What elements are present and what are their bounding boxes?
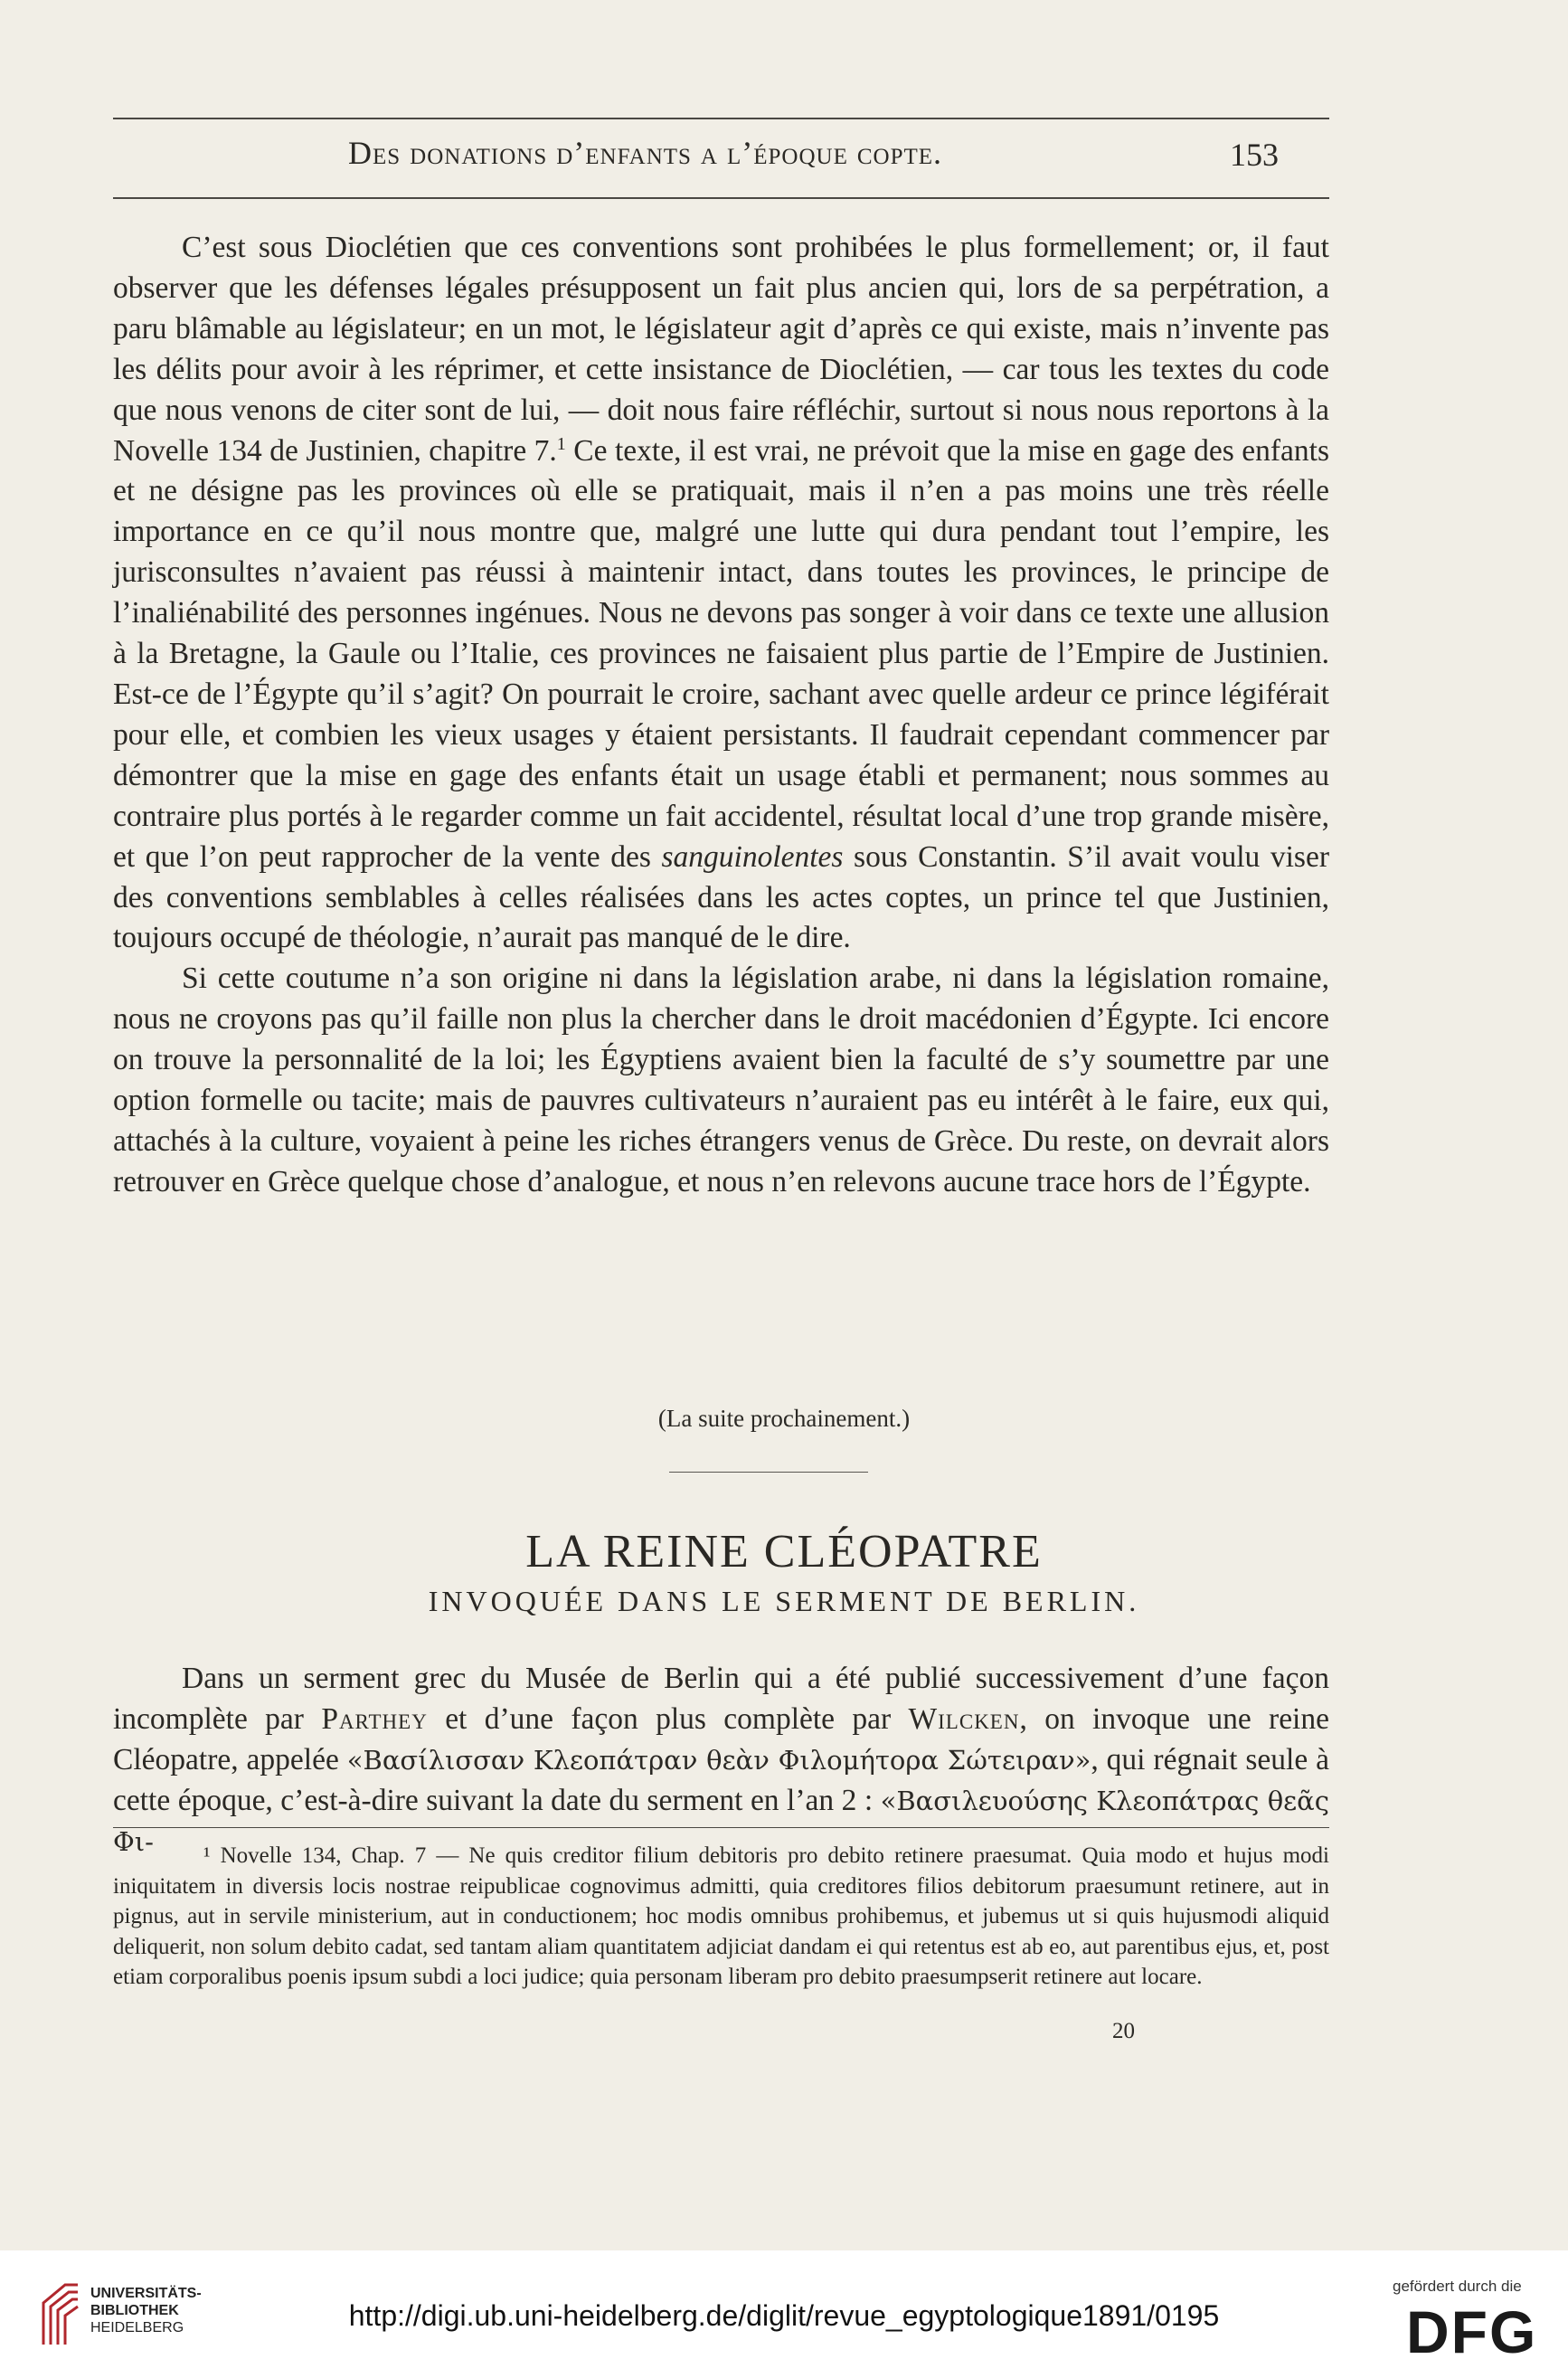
article2-title: LA REINE CLÉOPATRE	[525, 1526, 1043, 1577]
library-line-2: BIBLIOTHEK	[90, 2303, 179, 2318]
dfg-logo: DFG	[1406, 2298, 1538, 2365]
author-name: Parthey	[321, 1701, 428, 1736]
section-divider	[669, 1472, 868, 1473]
author-name: Wilcken	[908, 1701, 1020, 1736]
article1-paragraph-1	[113, 228, 1329, 959]
article1-paragraph-2	[113, 959, 1329, 1202]
article2-subtitle: INVOQUÉE DANS LE SERMENT DE BERLIN.	[428, 1585, 1140, 1617]
article1-body	[113, 228, 1329, 1203]
digitization-footer	[0, 2250, 1568, 2378]
text-run: Ce texte, il est vrai, ne prévoit que la mise en gage des enfants et ne désigne pas les provinces où elle se pratiquait, mais il n’en a pas moins une très réelle importance en ce qu’il nous montre que, malgré une lutte qui dura pendant tout l’empire, les jurisconsultes n’avaient pas réussi à maintenir intact, dans toutes les provinces, le principe de l’inaliénabilité des personnes ingénues. Nous ne devons pas songer à voir dans ce texte une allusion à la Bretagne, la Gaule ou l’Italie, ces provinces ne faisaient plus partie de l’Empire de Justinien. Est-ce de l’Égypte qu’il s’agit? On pourrait le croire, sachant avec quelle ardeur ce prince légiférait pour elle, et combien les vieux usages y étaient persistants. Il faudrait cependant commencer par démontrer que la mise en gage des enfants était un usage établi et permanent; nous sommes au contraire plus portés à le regarder comme un fait accidentel, résultat local d’une trop grande misère, et que l’on peut rapprocher de la vente des	[113, 433, 1330, 874]
text-run: sous Constantin. S’il avait voulu viser des conventions semblables à celles réalisées dans les actes coptes, un prince tel que Justinien, toujours occupé de théologie, n’aurait pas manqué de le dire.	[113, 839, 1329, 955]
header-rule-top	[113, 118, 1329, 119]
running-title: Des donations d’enfants a l’époque copte.	[348, 135, 943, 171]
text-run: C’est sous Dioclétien que ces conventions sont prohibées le plus formellement; or, il faut observer que les défenses légales présupposent un fait plus ancien qui, lors de sa perpétration, a paru blâmable au législateur; en un mot, le législateur agit d’après ce qui existe, mais n’invente pas les délits pour avoir à les réprimer, et cette insistance de Dioclétien, — car tous les textes du code que nous venons de citer sont de lui, — doit nous faire réfléchir, surtout si nous nous reportons à la Novelle 134 de Justinien, chapitre 7.	[113, 231, 1329, 468]
funding-caption: gefördert durch die	[1393, 2278, 1522, 2295]
text-run: , qui régnait seule à cette époque, c’est-à-dire suivant la date du serment en l’an 2 :	[113, 1742, 1329, 1817]
library-line-3: HEIDELBERG	[90, 2320, 184, 2335]
article2-body	[113, 1659, 1329, 1862]
text-run: , on invoque une reine Cléopatre, appelée	[113, 1701, 1329, 1776]
text-run: Dans un serment grec du Musée de Berlin qui a été publié successivement d’une façon incomplète par	[113, 1662, 1329, 1736]
page-number: 153	[1230, 137, 1279, 173]
italic-run: sanguinolentes	[661, 839, 844, 874]
text-run: Si cette coutume n’a son origine ni dans la législation arabe, ni dans la législation romaine, nous ne croyons pas qu’il faille non plus la chercher dans le droit macédonien d’Égypte. Ici encore on trouve la personnalité de la loi; les Égyptiens avaient bien la faculté de s’y soumettre par une option formelle ou tacite; mais de pauvres cultivateurs n’auraient pas eu intérêt à le faire, eux qui, attachés à la culture, voyaient à peine les riches étrangers venus de Grèce. Du reste, on devrait alors retrouver en Grèce quelque chose d’analogue, et nous n’en relevons aucune trace hors de l’Égypte.	[113, 962, 1329, 1198]
footnote-1: ¹ Novelle 134, Chap. 7 — Ne quis creditor filium debitoris pro debito retinere praesumat. Quia modo et hujus modi iniquitatem in diversis locis nostrae reipublicae cognovimus admitti, quia creditores filios debitorum praesumunt retinere, aut in pignus, aut in servile ministerium, aut in conductionem; hoc modis omnibus prohibemus, et jubemus ut si quis hujusmodi aliquid deliquerit, non solum debito cadat, sed tantam aliam quantitatem adjiciat dandam ei qui retentus est ab eo, aut parentibus ejus, et, post etiam corporalibus poenis ipsum subdi a loci judice; quia personam liberam pro debito praesumpserit retinere aut locare.	[113, 1843, 1329, 1990]
printer-signature: 20	[1112, 2019, 1135, 2043]
article2-paragraph	[113, 1659, 1329, 1862]
greek-quote: «Βασιλευούσης Κλεοπάτρας θεᾶς Φι-	[113, 1785, 1330, 1857]
continuation-note: (La suite prochainement.)	[657, 1405, 911, 1432]
greek-quote: «Βασίλισσαν Κλεοπάτραν θεὰν Φιλομήτορα Σώτειραν»	[346, 1744, 1091, 1776]
header-rule-bottom	[113, 197, 1329, 199]
source-url-link[interactable]: http://digi.ub.uni-heidelberg.de/diglit/revue_egyptologique1891/0195	[348, 2299, 1220, 2332]
footnote-rule	[113, 1827, 1329, 1828]
footnote-ref: 1	[556, 433, 566, 454]
text-run: et d’une façon plus complète par	[427, 1701, 909, 1736]
library-line-1: UNIVERSITÄTS-	[90, 2286, 202, 2301]
